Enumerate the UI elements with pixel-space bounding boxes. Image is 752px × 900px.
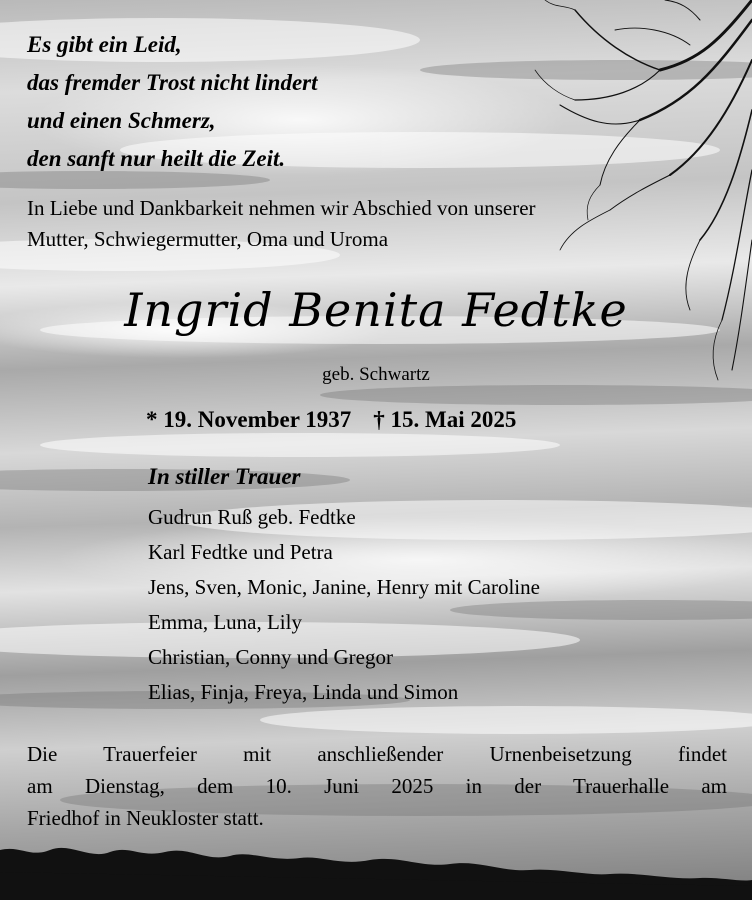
intro-line: In Liebe und Dankbarkeit nehmen wir Abschied von unserer [27,196,536,220]
mourner-line: Jens, Sven, Monic, Janine, Henry mit Caroline [148,575,540,599]
mourner-line: Emma, Luna, Lily [148,610,302,634]
mourners-list [148,500,540,710]
mourners-heading: In stiller Trauer [148,464,301,489]
treeline-silhouette [0,848,752,900]
life-dates [146,404,516,436]
mourner-line: Gudrun Ruß geb. Fedtke [148,505,356,529]
poem-line: den sanft nur heilt die Zeit. [27,146,286,171]
poem-line: Es gibt ein Leid, [27,32,182,57]
poem-line: und einen Schmerz, [27,108,216,133]
mourner-line: Elias, Finja, Freya, Linda und Simon [148,680,459,704]
birth-name: geb. Schwartz [322,364,430,385]
funeral-line: am Dienstag, dem 10. Juni 2025 in der Trauerhalle am [27,774,727,798]
poem-line: das fremder Trost nicht lindert [27,70,318,95]
mourner-line: Christian, Conny und Gregor [148,645,393,669]
funeral-line: Die Trauerfeier mit anschließender Urnenbeisetzung findet [27,742,727,766]
deceased-name: Ingrid Benita Fedtke [124,283,628,337]
funeral-info [27,738,727,834]
birth-date: * 19. November 1937 [146,407,352,432]
mourner-line: Karl Fedtke und Petra [148,540,333,564]
intro-line: Mutter, Schwiegermutter, Oma und Uroma [27,227,389,251]
intro-text [27,193,536,255]
poem [27,26,318,178]
death-date: † 15. Mai 2025 [373,407,517,432]
funeral-line: Friedhof in Neukloster statt. [27,806,264,830]
